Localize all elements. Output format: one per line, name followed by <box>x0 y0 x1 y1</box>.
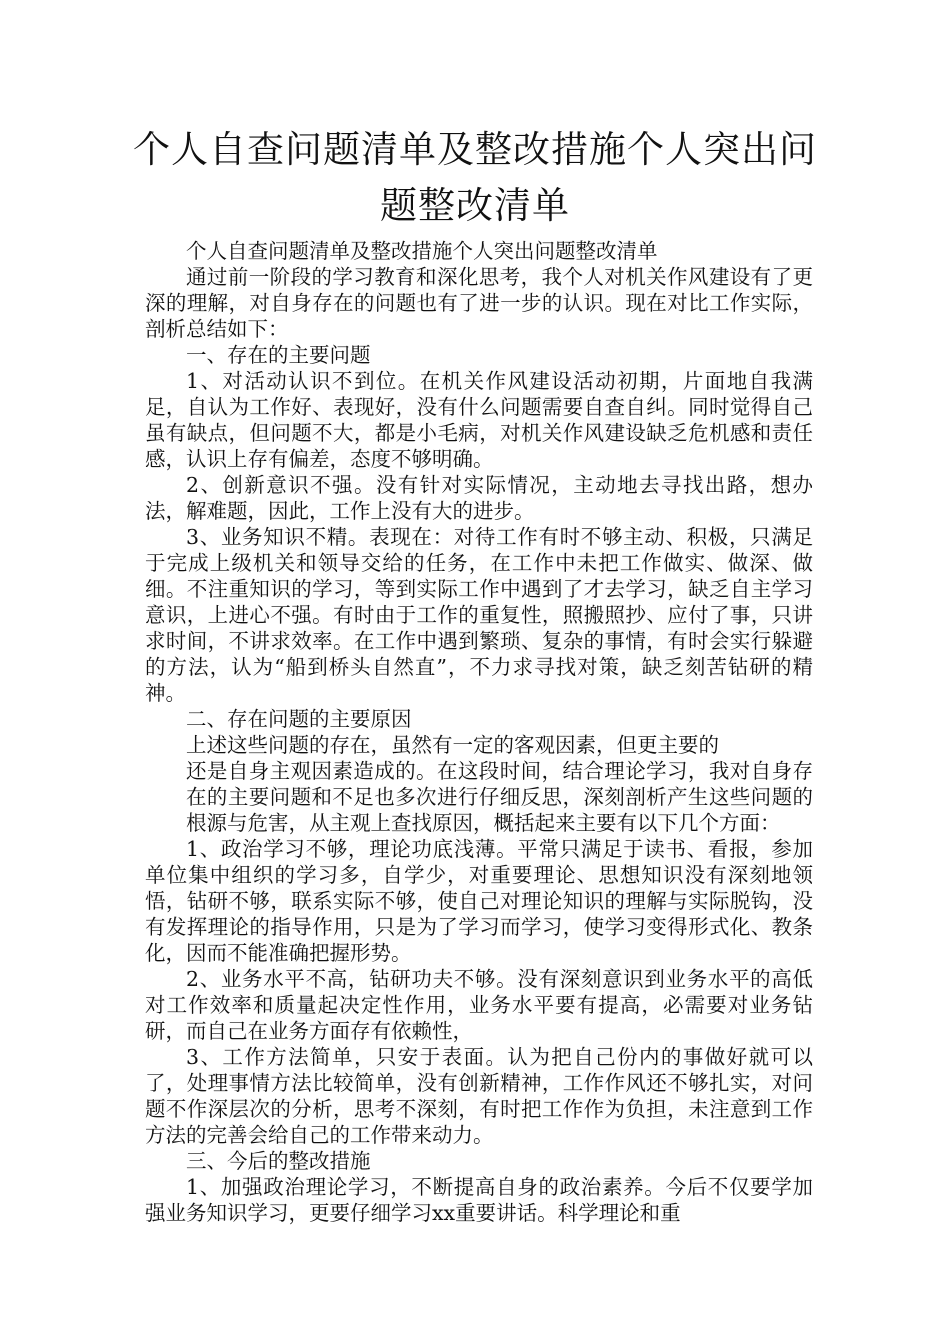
body-paragraph: 2、业务水平不高，钻研功夫不够。没有深刻意识到业务水平的高低对工作效率和质量起决定性作用，业务水平要有提高，必需要对业务钻研，而自己在业务方面存有依赖性， <box>145 967 813 1043</box>
subtitle-paragraph: 个人自查问题清单及整改措施个人突出问题整改清单 <box>186 239 658 263</box>
body-paragraph: 1、加强政治理论学习，不断提高自身的政治素养。今后不仅要学加强业务知识学习，更要仔细学习xx重要讲话。科学理论和重 <box>145 1175 813 1225</box>
intro-paragraph: 通过前一阶段的学习教育和深化思考，我个人对机关作风建设有了更深的理解，对自身存在的问题也有了进一步的认识。现在对比工作实际，剖析总结如下： <box>145 265 813 341</box>
document-title: 个人自查问题清单及整改措施个人突出问题整改清单 <box>133 128 817 227</box>
section-heading-3: 三、今后的整改措施 <box>186 1149 371 1173</box>
body-paragraph: 1、政治学习不够，理论功底浅薄。平常只满足于读书、看报，参加单位集中组织的学习多，自学少，对重要理论、思想知识没有深刻地领悟，钻研不够，联系实际不够，使自己对理论知识的理解与实际脱钩，没有发挥理论的指导作用，只是为了学习而学习，使学习变得形式化、教条化，因而不能准确把握形势。 <box>145 837 813 965</box>
body-paragraph: 还是自身主观因素造成的。在这段时间，结合理论学习，我对自身存在的主要问题和不足也多次进行仔细反思，深刻剖析产生这些问题的根源与危害，从主观上查找原因，概括起来主要有以下几个方面： <box>186 759 813 835</box>
body-paragraph: 3、工作方法简单，只安于表面。认为把自己份内的事做好就可以了，处理事情方法比较简单，没有创新精神，工作作风还不够扎实，对问题不作深层次的分析，思考不深刻，有时把工作作为负担，未注意到工作方法的完善会给自己的工作带来动力。 <box>145 1045 813 1147</box>
body-paragraph: 1、对活动认识不到位。在机关作风建设活动初期，片面地自我满足，自认为工作好、表现好，没有什么问题需要自查自纠。同时觉得自己虽有缺点，但问题不大，都是小毛病，对机关作风建设缺乏危机感和责任感，认识上存有偏差，态度不够明确。 <box>145 369 813 471</box>
section-heading-1: 一、存在的主要问题 <box>186 343 371 367</box>
section-heading-2: 二、存在问题的主要原因 <box>186 707 412 731</box>
body-paragraph: 2、创新意识不强。没有针对实际情况，主动地去寻找出路，想办法，解难题，因此，工作上没有大的进步。 <box>145 473 813 523</box>
body-paragraph: 3、业务知识不精。表现在：对待工作有时不够主动、积极，只满足于完成上级机关和领导交给的任务，在工作中未把工作做实、做深、做细。不注重知识的学习，等到实际工作中遇到了才去学习，缺乏自主学习意识，上进心不强。有时由于工作的重复性，照搬照抄、应付了事，只讲求时间，不讲求效率。在工作中遇到繁琐、复杂的事情，有时会实行躲避的方法，认为“船到桥头自然直”，不力求寻找对策，缺乏刻苦钻研的精神。 <box>145 525 813 705</box>
document-body <box>145 238 813 1226</box>
body-paragraph: 上述这些问题的存在，虽然有一定的客观因素，但更主要的 <box>186 733 719 757</box>
